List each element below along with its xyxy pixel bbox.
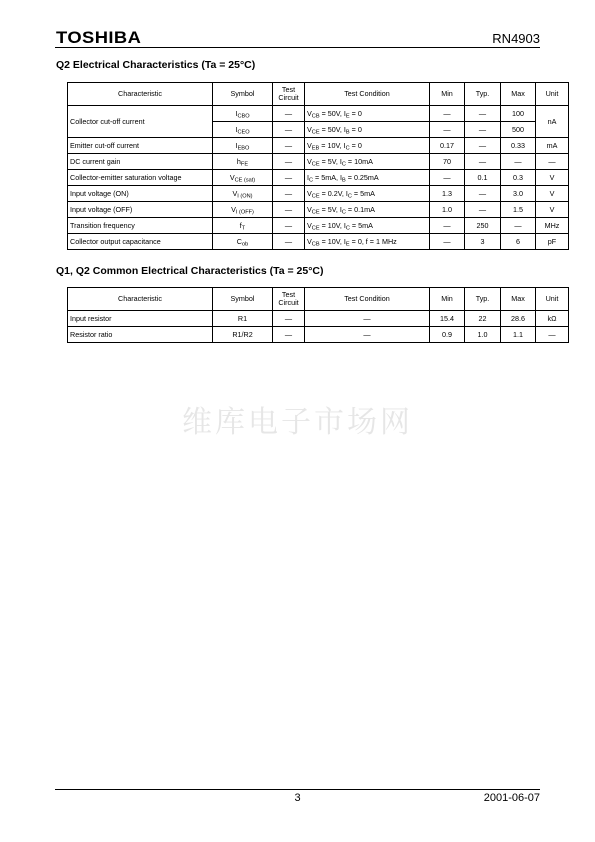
condition-subscript: CE <box>311 193 320 200</box>
header-typ: Typ. <box>465 83 501 106</box>
header-unit: Unit <box>536 288 569 311</box>
test-condition-cell <box>305 186 430 202</box>
min-cell: — <box>430 218 465 234</box>
publication-date: 2001-06-07 <box>483 792 540 804</box>
header-test-circuit: Test Circuit <box>273 288 305 311</box>
unit-cell: MHz <box>536 218 569 234</box>
unit-cell: kΩ <box>536 311 569 327</box>
typ-cell: 1.0 <box>465 327 501 343</box>
condition-subscript: E <box>345 113 350 120</box>
condition-text: = 5V, I <box>319 156 342 166</box>
characteristic-cell: Input voltage (OFF) <box>68 202 213 218</box>
condition-subscript: C <box>309 177 314 184</box>
table-row <box>68 311 569 327</box>
typ-cell: 250 <box>465 218 501 234</box>
test-condition-cell <box>305 106 430 122</box>
condition-text: = 5mA <box>349 220 373 230</box>
max-cell: 3.0 <box>501 186 536 202</box>
symbol-cell <box>213 106 273 122</box>
condition-text: V <box>307 124 312 134</box>
condition-subscript: CB <box>311 113 320 120</box>
typ-cell: — <box>465 154 501 170</box>
test-condition-cell <box>305 218 430 234</box>
min-cell: 15.4 <box>430 311 465 327</box>
test-condition-cell: — <box>305 311 430 327</box>
test-circuit-cell: — <box>273 311 305 327</box>
symbol-main: V <box>232 188 238 198</box>
condition-subscript: C <box>341 161 346 168</box>
header-unit: Unit <box>536 83 569 106</box>
symbol-cell: R1 <box>213 311 273 327</box>
typ-cell: — <box>465 122 501 138</box>
table-row <box>68 154 569 170</box>
condition-text: = 5mA, I <box>313 172 343 182</box>
unit-cell: mA <box>536 138 569 154</box>
symbol-cell <box>213 138 273 154</box>
common-characteristics-title: Q1, Q2 Common Electrical Characteristics (Ta = 25°C) <box>56 265 324 277</box>
condition-text: = 0.1mA <box>345 204 375 214</box>
min-cell: — <box>430 122 465 138</box>
typ-cell: — <box>465 106 501 122</box>
symbol-main: V <box>231 204 236 214</box>
condition-text: V <box>307 220 312 230</box>
test-circuit-cell: — <box>273 138 305 154</box>
test-condition-cell <box>305 170 430 186</box>
table-row <box>68 327 569 343</box>
condition-text: = 10mA <box>345 156 373 166</box>
condition-subscript: CE <box>311 225 320 232</box>
max-cell: — <box>501 218 536 234</box>
unit-cell: nA <box>536 106 569 138</box>
test-condition-cell: — <box>305 327 430 343</box>
symbol-main: I <box>235 108 238 118</box>
condition-text: = 0.2V, I <box>319 188 348 198</box>
condition-subscript: B <box>345 129 350 136</box>
condition-text: V <box>307 108 312 118</box>
max-cell: 100 <box>501 106 536 122</box>
symbol-main: f <box>239 220 242 230</box>
condition-text: = 0 <box>349 140 362 150</box>
header-rule <box>55 47 540 48</box>
typ-cell: — <box>465 186 501 202</box>
characteristic-cell: DC current gain <box>68 154 213 170</box>
condition-text: V <box>307 140 312 150</box>
min-cell: — <box>430 106 465 122</box>
table-row <box>68 186 569 202</box>
typ-cell: 0.1 <box>465 170 501 186</box>
characteristic-cell: Transition frequency <box>68 218 213 234</box>
test-circuit-cell: — <box>273 170 305 186</box>
header-min: Min <box>430 288 465 311</box>
footer-rule <box>55 789 540 790</box>
test-circuit-cell: — <box>273 218 305 234</box>
header-symbol: Symbol <box>213 83 273 106</box>
min-cell: — <box>430 234 465 250</box>
symbol-subscript: I (OFF) <box>235 209 254 216</box>
condition-text: V <box>307 236 312 246</box>
condition-subscript: CB <box>311 241 320 248</box>
header-test-condition: Test Condition <box>305 288 430 311</box>
condition-text: V <box>307 204 312 214</box>
condition-text: = 10V, I <box>319 140 346 150</box>
symbol-subscript: ob <box>241 241 249 248</box>
test-circuit-cell: — <box>273 234 305 250</box>
q2-characteristics-title: Q2 Electrical Characteristics (Ta = 25°C) <box>56 59 256 71</box>
test-circuit-cell: — <box>273 122 305 138</box>
symbol-cell: R1/R2 <box>213 327 273 343</box>
condition-text: = 0.25mA <box>345 172 379 182</box>
test-condition-cell <box>305 202 430 218</box>
condition-subscript: E <box>345 241 350 248</box>
characteristic-cell: Input resistor <box>68 311 213 327</box>
test-circuit-cell: — <box>273 106 305 122</box>
symbol-subscript: FE <box>240 161 249 168</box>
characteristic-cell: Collector output capacitance <box>68 234 213 250</box>
condition-text: V <box>307 156 312 166</box>
symbol-subscript: CEO <box>237 129 250 136</box>
max-cell: 0.3 <box>501 170 536 186</box>
test-condition-cell <box>305 234 430 250</box>
symbol-cell <box>213 218 273 234</box>
symbol-subscript: EBO <box>237 145 250 152</box>
condition-subscript: C <box>345 145 350 152</box>
min-cell: 70 <box>430 154 465 170</box>
characteristic-cell: Resistor ratio <box>68 327 213 343</box>
symbol-cell <box>213 234 273 250</box>
symbol-cell <box>213 202 273 218</box>
symbol-cell <box>213 170 273 186</box>
condition-subscript: C <box>347 193 352 200</box>
symbol-cell <box>213 154 273 170</box>
table-row <box>68 138 569 154</box>
table-row <box>68 202 569 218</box>
symbol-main: I <box>235 124 238 134</box>
typ-cell: 22 <box>465 311 501 327</box>
q2-characteristics-table <box>67 82 569 250</box>
max-cell: 28.6 <box>501 311 536 327</box>
symbol-main: C <box>236 236 242 246</box>
condition-text: = 0 <box>349 124 362 134</box>
condition-text: = 10V, I <box>319 220 346 230</box>
unit-cell: pF <box>536 234 569 250</box>
max-cell: 1.1 <box>501 327 536 343</box>
condition-subscript: C <box>341 209 346 216</box>
header-test-circuit: Test Circuit <box>273 83 305 106</box>
test-circuit-cell: — <box>273 327 305 343</box>
test-circuit-cell: — <box>273 154 305 170</box>
header-typ: Typ. <box>465 288 501 311</box>
unit-cell: — <box>536 154 569 170</box>
min-cell: 0.9 <box>430 327 465 343</box>
condition-subscript: B <box>342 177 346 184</box>
header-max: Max <box>501 83 536 106</box>
condition-text: I <box>307 172 309 182</box>
test-condition-cell <box>305 138 430 154</box>
header-characteristic: Characteristic <box>68 288 213 311</box>
min-cell: 0.17 <box>430 138 465 154</box>
characteristic-cell: Collector-emitter saturation voltage <box>68 170 213 186</box>
symbol-main: h <box>236 156 241 166</box>
common-characteristics-table <box>67 287 569 343</box>
max-cell: 6 <box>501 234 536 250</box>
header-symbol: Symbol <box>213 288 273 311</box>
condition-subscript: C <box>345 225 350 232</box>
condition-text: = 50V, I <box>319 124 346 134</box>
max-cell: 1.5 <box>501 202 536 218</box>
condition-subscript: CE <box>311 209 320 216</box>
typ-cell: 3 <box>465 234 501 250</box>
symbol-subscript: CBO <box>237 113 250 120</box>
test-circuit-cell: — <box>273 202 305 218</box>
unit-cell: V <box>536 186 569 202</box>
test-circuit-cell: — <box>273 186 305 202</box>
condition-text: = 0 <box>349 108 362 118</box>
max-cell: — <box>501 154 536 170</box>
condition-text: = 5V, I <box>319 204 342 214</box>
table-row <box>68 234 569 250</box>
condition-text: = 50V, I <box>319 108 346 118</box>
characteristic-cell: Collector cut-off current <box>68 106 213 138</box>
symbol-main: V <box>229 172 235 182</box>
condition-subscript: EB <box>311 145 320 152</box>
page-number: 3 <box>294 792 301 804</box>
toshiba-logo: TOSHIBA <box>56 28 142 47</box>
symbol-cell <box>213 186 273 202</box>
watermark: 维库电子市场网 <box>182 405 413 440</box>
symbol-cell <box>213 122 273 138</box>
condition-text: = 10V, I <box>319 236 346 246</box>
unit-cell: V <box>536 170 569 186</box>
test-condition-cell <box>305 122 430 138</box>
min-cell: — <box>430 170 465 186</box>
table-header-row <box>68 288 569 311</box>
condition-subscript: CE <box>311 161 320 168</box>
symbol-subscript: CE (sat) <box>234 177 256 184</box>
characteristic-cell: Emitter cut-off current <box>68 138 213 154</box>
part-number: RN4903 <box>492 31 540 46</box>
condition-text: V <box>307 188 312 198</box>
typ-cell: — <box>465 202 501 218</box>
unit-cell: V <box>536 202 569 218</box>
max-cell: 500 <box>501 122 536 138</box>
symbol-main: I <box>235 140 238 150</box>
table-row <box>68 106 569 122</box>
condition-text: = 0, f = 1 MHz <box>349 236 397 246</box>
condition-subscript: CE <box>311 129 320 136</box>
min-cell: 1.3 <box>430 186 465 202</box>
min-cell: 1.0 <box>430 202 465 218</box>
table-row <box>68 170 569 186</box>
test-condition-cell <box>305 154 430 170</box>
header-test-condition: Test Condition <box>305 83 430 106</box>
header-characteristic: Characteristic <box>68 83 213 106</box>
symbol-subscript: I (ON) <box>237 193 253 200</box>
symbol-subscript: T <box>241 225 246 232</box>
typ-cell: — <box>465 138 501 154</box>
unit-cell: — <box>536 327 569 343</box>
header-min: Min <box>430 83 465 106</box>
header-max: Max <box>501 288 536 311</box>
characteristic-cell: Input voltage (ON) <box>68 186 213 202</box>
max-cell: 0.33 <box>501 138 536 154</box>
table-row <box>68 218 569 234</box>
condition-text: = 5mA <box>351 188 375 198</box>
table-header-row <box>68 83 569 106</box>
